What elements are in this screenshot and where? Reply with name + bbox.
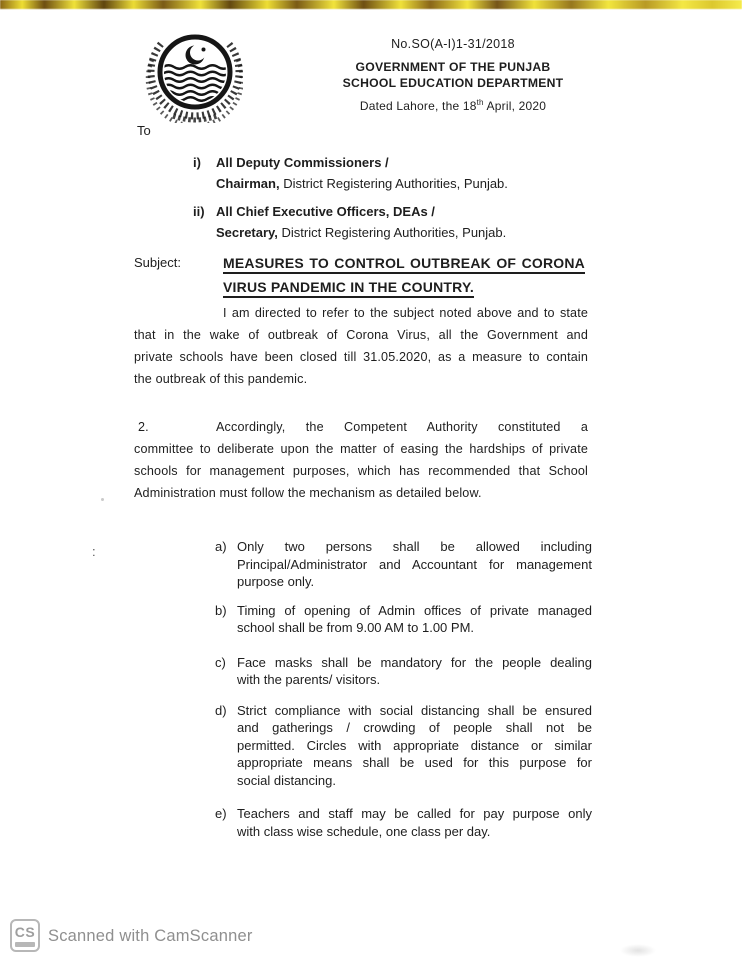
paragraph-line: the outbreak of this pandemic.: [134, 372, 308, 386]
measure-item-e: [215, 805, 592, 840]
addressee-line2: [216, 223, 506, 244]
date-superscript: th: [476, 98, 484, 107]
addressee-line2: [216, 174, 508, 195]
addressee-role: Chairman,: [216, 175, 280, 191]
paragraph-2: [134, 416, 588, 504]
to-label: To: [137, 123, 151, 138]
camscanner-badge-bar: [15, 942, 35, 947]
addressee-item: [193, 202, 575, 243]
measure-line: and gatherings / crowding of people shall not be: [237, 720, 592, 735]
addressee-list: [193, 153, 575, 251]
addressee-number: i): [193, 155, 201, 170]
measure-line: social distancing.: [237, 772, 336, 788]
reference-number: No.SO(A-I)1-31/2018: [391, 37, 515, 51]
measures-list: [215, 538, 592, 840]
addressee-item: [193, 153, 575, 194]
paragraph-line: Administration must follow the mechanism as detailed below.: [134, 486, 482, 500]
measure-text: [237, 654, 592, 689]
paragraph-line: private schools have been closed till 31.05.2020, as a measure to contain: [134, 350, 588, 364]
measure-item-a: [215, 538, 592, 591]
measure-line: school shall be from 9.00 AM to 1.00 PM.: [237, 620, 475, 635]
measure-line: Strict compliance with social distancing shall be ensured: [237, 702, 592, 718]
measure-text: [237, 702, 592, 790]
measure-line: with class wise schedule, one class per day.: [237, 823, 491, 839]
date-line: [308, 98, 598, 113]
addressee-text: [216, 202, 506, 243]
org-name-line1: GOVERNMENT OF THE PUNJAB: [355, 60, 551, 74]
scan-colon-artifact: :: [92, 544, 96, 559]
addressee-line1: All Chief Executive Officers, DEAs /: [216, 204, 435, 219]
measure-letter: c): [215, 654, 226, 670]
subject-label: Subject:: [134, 255, 181, 270]
addressee-number: ii): [193, 204, 205, 219]
addressee-line1: All Deputy Commissioners /: [216, 155, 389, 170]
paragraph-1: [134, 302, 588, 390]
subject-line: MEASURES TO CONTROL OUTBREAK OF CORONA: [223, 255, 585, 271]
date-prefix: Dated Lahore, the 18: [359, 99, 477, 113]
measure-line: purpose only.: [237, 574, 315, 589]
scan-edge-strip: [0, 0, 742, 9]
measure-item-c: [215, 654, 592, 689]
addressee-org: District Registering Authorities, Punjab.: [279, 175, 508, 191]
measure-line: Timing of opening of Admin offices of private managed: [237, 602, 592, 618]
camscanner-badge-icon: [10, 919, 40, 952]
measure-letter: d): [215, 702, 227, 718]
measure-line: permitted. Circles with appropriate distance or similar: [237, 737, 592, 753]
measure-line: appropriate means shall be used for this purpose for: [237, 755, 592, 770]
measure-letter: a): [215, 539, 227, 554]
government-crest-icon: [139, 31, 243, 123]
date-suffix: April, 2020: [483, 99, 547, 113]
addressee-org: District Registering Authorities, Punjab.: [277, 224, 507, 240]
org-name-line2: SCHOOL EDUCATION DEPARTMENT: [342, 76, 564, 90]
measure-line: Only two persons shall be allowed including: [237, 539, 592, 554]
measure-text: [237, 538, 592, 591]
camscanner-badge-label: CS: [14, 924, 36, 940]
measure-line: Face masks shall be mandatory for the people dealing: [237, 654, 592, 670]
paragraph-line: Accordingly, the Competent Authority constituted a: [216, 420, 588, 434]
subject-text: [223, 252, 585, 299]
camscanner-footer-text: Scanned with CamScanner: [48, 927, 253, 945]
measure-text: [237, 805, 592, 840]
letter-header: [308, 37, 598, 113]
measure-letter: b): [215, 602, 227, 618]
measure-line: with the parents/ visitors.: [237, 672, 381, 687]
scan-smudge-artifact: [620, 944, 656, 957]
addressee-text: [216, 153, 508, 194]
measure-line: Teachers and staff may be called for pay purpose only: [237, 806, 592, 821]
paragraph-line: I am directed to refer to the subject noted above and to state: [223, 306, 588, 320]
paragraph-line: that in the wake of outbreak of Corona Virus, all the Government and: [134, 328, 588, 342]
addressee-role: Secretary,: [216, 224, 278, 240]
subject-line: VIRUS PANDEMIC IN THE COUNTRY.: [223, 278, 475, 295]
measure-line: Principal/Administrator and Accountant for management: [237, 556, 592, 572]
paragraph-line: schools for management purposes, which has recommended that School: [134, 464, 588, 478]
paragraph-number: 2.: [138, 420, 149, 434]
measure-text: [237, 602, 592, 637]
scan-speck-artifact: [101, 498, 104, 501]
paragraph-line: committee to deliberate upon the matter of easing the hardships of private: [134, 442, 588, 456]
measure-item-d: [215, 702, 592, 790]
measure-letter: e): [215, 806, 227, 821]
measure-item-b: [215, 602, 592, 637]
